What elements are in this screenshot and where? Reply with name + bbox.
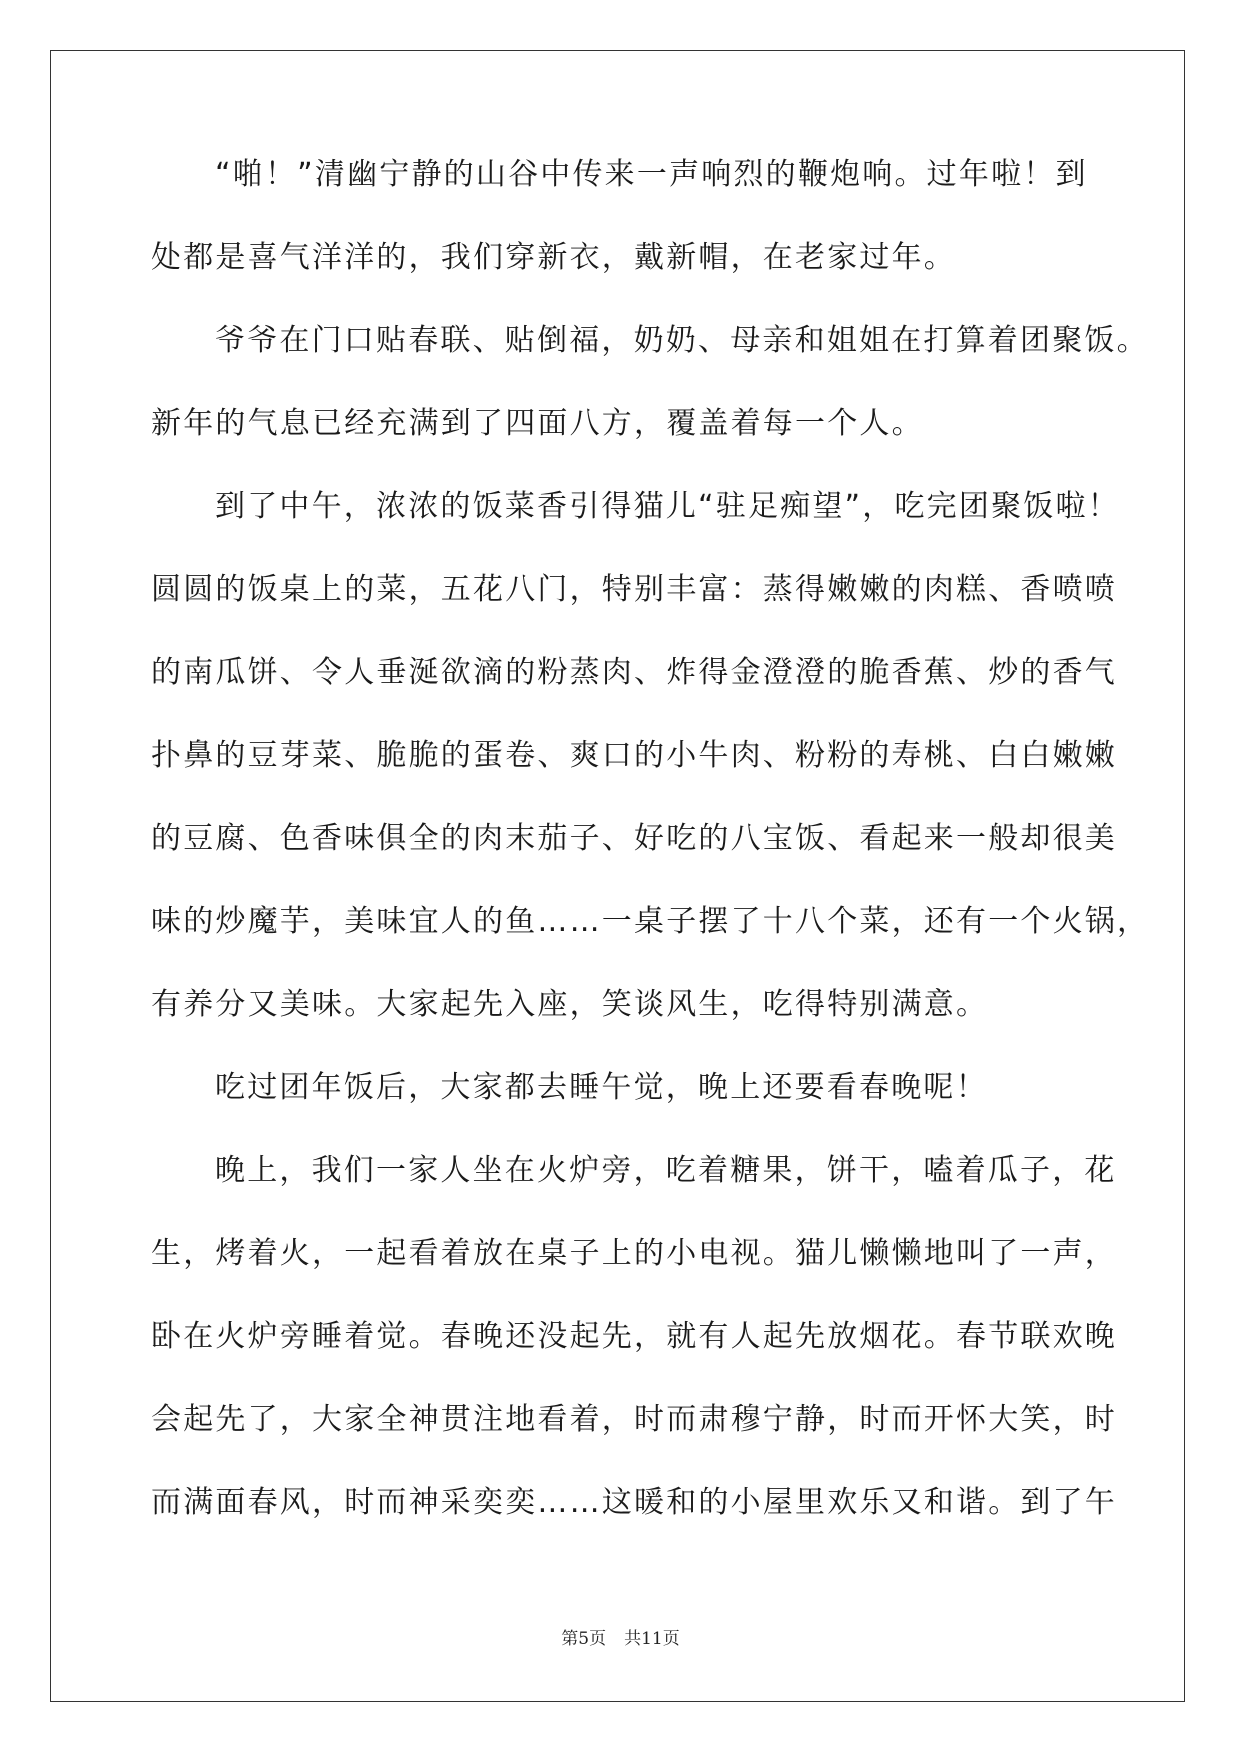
paragraph-line: 有养分又美味。大家起先入座，笑谈风生，吃得特别满意。: [151, 987, 989, 1022]
paragraph-line: 新年的气息已经充满到了四面八方，覆盖着每一个人。: [151, 406, 924, 441]
paragraph-line: 圆圆的饭桌上的菜，五花八门，特别丰富：蒸得嫩嫩的肉糕、香喷喷: [151, 572, 1117, 607]
paragraph-line: 处都是喜气洋洋的，我们穿新衣，戴新帽，在老家过年。: [151, 240, 956, 275]
paragraph-line: 味的炒魔芋，美味宜人的鱼……一桌子摆了十八个菜，还有一个火锅，: [151, 904, 1150, 939]
paragraph-line: 生，烤着火，一起看着放在桌子上的小电视。猫儿懒懒地叫了一声，: [151, 1236, 1117, 1271]
paragraph-line: 到了中午，浓浓的饭菜香引得猫儿“驻足痴望”，吃完团聚饭啦！: [215, 489, 1120, 524]
paragraph-line: 卧在火炉旁睡着觉。春晚还没起先，就有人起先放烟花。春节联欢晚: [151, 1319, 1117, 1354]
page-number: 第5页: [561, 1629, 607, 1649]
paragraph-line: 会起先了，大家全神贯注地看着，时而肃穆宁静，时而开怀大笑，时: [151, 1402, 1117, 1437]
paragraph-line: 吃过团年饭后，大家都去睡午觉，晚上还要看春晚呢！: [215, 1070, 988, 1105]
paragraph-line: “啪！”清幽宁静的山谷中传来一声响烈的鞭炮响。过年啦！到: [215, 157, 1088, 192]
paragraph-line: 扑鼻的豆芽菜、脆脆的蛋卷、爽口的小牛肉、粉粉的寿桃、白白嫩嫩: [151, 738, 1117, 773]
paragraph-line: 爷爷在门口贴春联、贴倒福，奶奶、母亲和姐姐在打算着团聚饭。: [215, 323, 1149, 358]
document-body: [151, 157, 1150, 1569]
page-footer: [0, 1624, 1241, 1649]
paragraph-line: 晚上，我们一家人坐在火炉旁，吃着糖果，饼干，嗑着瓜子，花: [215, 1153, 1117, 1188]
page-total: 共11页: [624, 1629, 680, 1649]
paragraph-line: 而满面春风，时而神采奕奕……这暖和的小屋里欢乐又和谐。到了午: [151, 1485, 1117, 1520]
paragraph-line: 的南瓜饼、令人垂涎欲滴的粉蒸肉、炸得金澄澄的脆香蕉、炒的香气: [151, 655, 1117, 690]
paragraph-line: 的豆腐、色香味俱全的肉末茄子、好吃的八宝饭、看起来一般却很美: [151, 821, 1117, 856]
